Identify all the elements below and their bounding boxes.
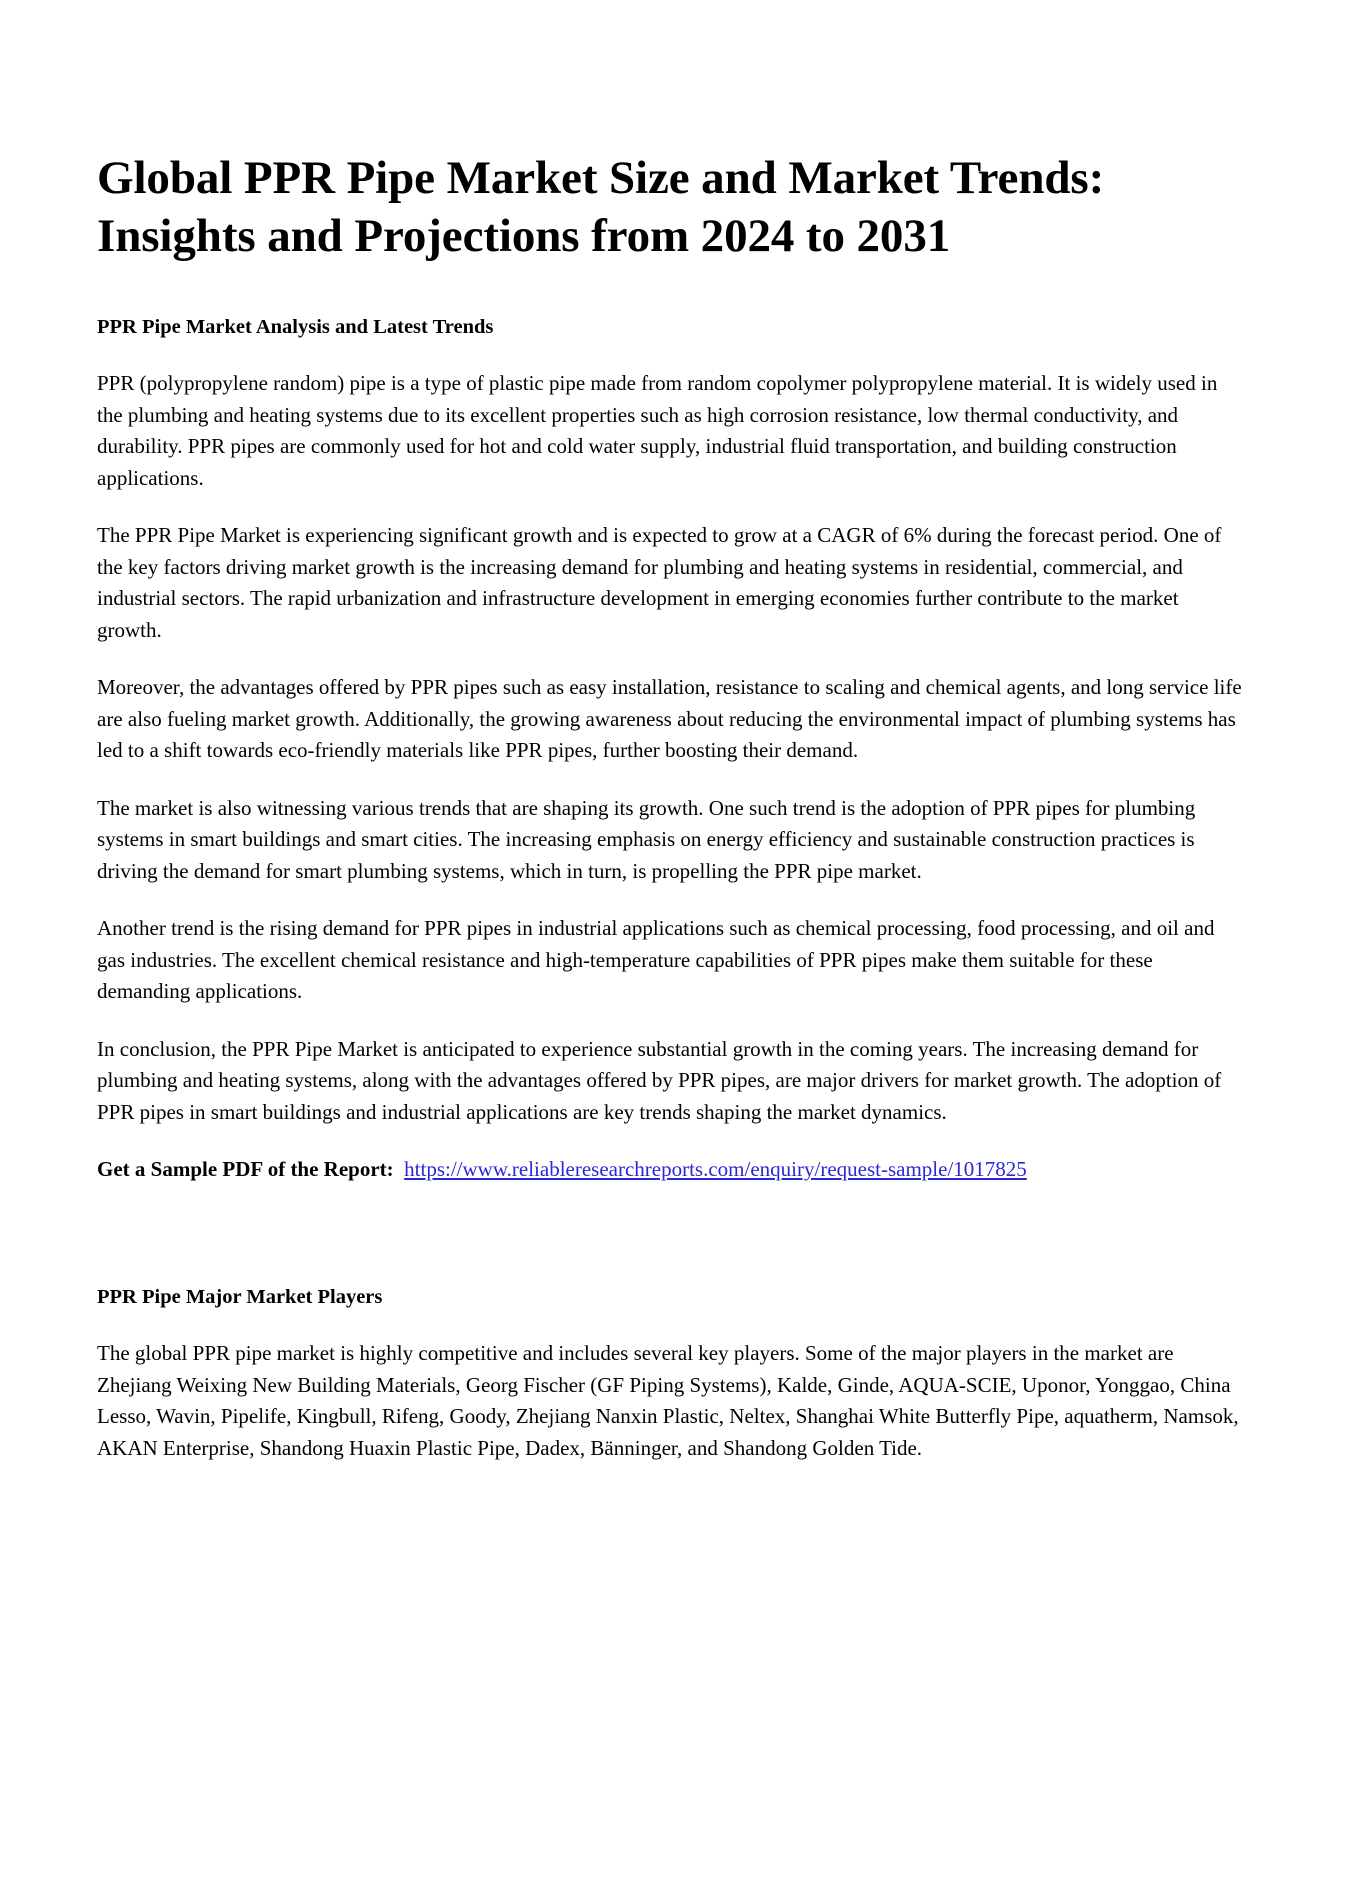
paragraph-conclusion: In conclusion, the PPR Pipe Market is anticipated to experience substantial growth in the coming years. The increasing demand for plumbing and heating systems, along with the advantages offered by PPR pipes, are major drivers for market growth. The adoption of PPR pipes in smart buildings and industrial applications are key trends shaping the market dynamics. <box>97 1036 1222 1124</box>
spacer <box>97 340 1245 368</box>
page-title: Global PPR Pipe Market Size and Market Trends: Insights and Projections from 2024 to 2031 <box>97 152 1105 262</box>
spacer <box>97 1008 1245 1034</box>
spacer <box>97 1186 1245 1284</box>
document-content <box>97 150 1245 1464</box>
paragraph-advantages: Moreover, the advantages offered by PPR pipes such as easy installation, resistance to scaling and chemical agents, and long service life are also fueling market growth. Additionally, the growing awareness about reducing the environmental impact of plumbing systems has led to a shift towards eco-friendly materials like PPR pipes, further boosting their demand. <box>97 675 1242 763</box>
label-gap <box>394 1157 405 1181</box>
spacer <box>97 1310 1245 1338</box>
spacer <box>97 1128 1245 1154</box>
spacer <box>97 266 1245 314</box>
sample-pdf-link[interactable]: https://www.reliableresearchreports.com/enquiry/request-sample/1017825 <box>404 1157 1027 1182</box>
paragraph-intro: PPR (polypropylene random) pipe is a type of plastic pipe made from random copolymer polypropylene material. It is widely used in the plumbing and heating systems due to its excellent properties such as high corrosion resistance, low thermal conductivity, and durability. PPR pipes are commonly used for hot and cold water supply, industrial fluid transportation, and building construction applications. <box>97 371 1218 490</box>
spacer <box>97 646 1245 672</box>
paragraph-trends: The market is also witnessing various trends that are shaping its growth. One such trend is the adoption of PPR pipes for plumbing systems in smart buildings and smart cities. The increasing emphasis on energy efficiency and sustainable construction practices is driving the demand for smart plumbing systems, which in turn, is propelling the PPR pipe market. <box>97 795 1196 883</box>
section-heading-analysis: PPR Pipe Market Analysis and Latest Trends <box>97 315 494 338</box>
spacer <box>97 767 1245 793</box>
spacer <box>97 494 1245 520</box>
paragraph-growth: The PPR Pipe Market is experiencing significant growth and is expected to grow at a CAGR of 6% during the forecast period. One of the key factors driving market growth is the increasing demand for plumbing and heating systems in residential, commercial, and industrial sectors. The rapid urbanization and infrastructure development in emerging economies further contribute to the market growth. <box>97 523 1222 642</box>
sample-pdf-label: Get a Sample PDF of the Report: <box>97 1157 394 1182</box>
paragraph-players: The global PPR pipe market is highly competitive and includes several key players. Some of the major players in the market are Zhejiang Weixing New Building Materials, Georg Fischer (GF Piping Systems), Kalde, Ginde, AQUA-SCIE, Uponor, Yonggao, China Lesso, Wavin, Pipelife, Kingbull, Rifeng, Goody, Zhejiang Nanxin Plastic, Neltex, Shanghai White Butterfly Pipe, aquatherm, Namsok, AKAN Enterprise, Shandong Huaxin Plastic Pipe, Dadex, Bänninger, and Shandong Golden Tide. <box>97 1341 1239 1460</box>
section-heading-players: PPR Pipe Major Market Players <box>97 1285 383 1308</box>
sample-pdf-line <box>97 1154 1245 1186</box>
paragraph-industrial: Another trend is the rising demand for PPR pipes in industrial applications such as chemical processing, food processing, and oil and gas industries. The excellent chemical resistance and high-temperature capabilities of PPR pipes make them suitable for these demanding applications. <box>97 916 1215 1004</box>
spacer <box>97 887 1245 913</box>
